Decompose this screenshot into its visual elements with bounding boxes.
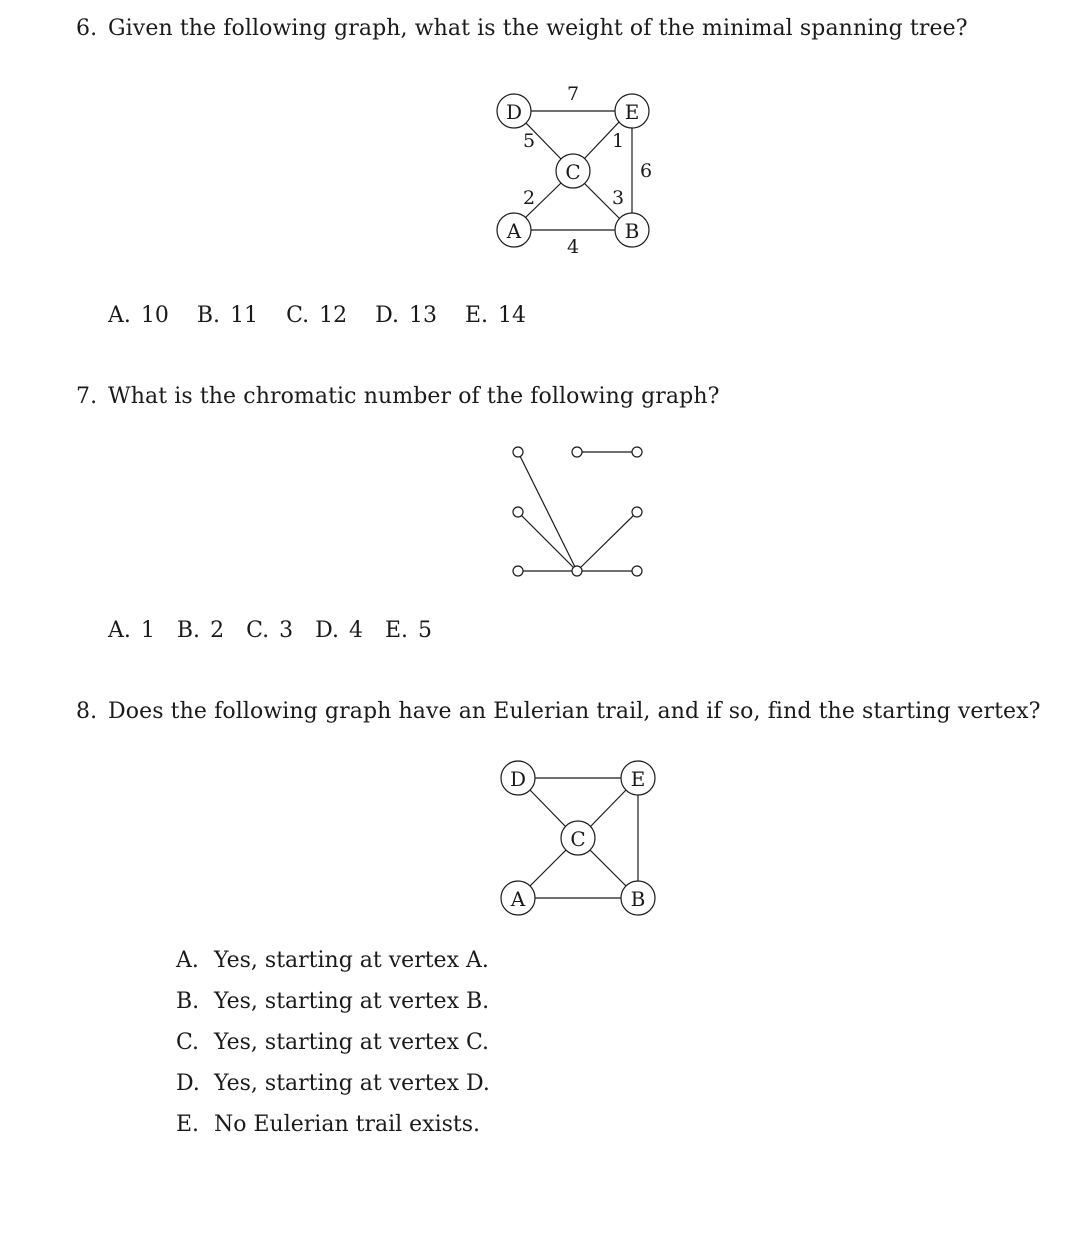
choice-text: 4	[348, 618, 363, 643]
question-6-prompt	[76, 16, 968, 41]
q6-vertex-d-label: D	[505, 100, 523, 124]
question-8-prompt	[76, 699, 1041, 724]
choice-label: B.	[176, 989, 200, 1014]
q6-vertex-c-label: C	[565, 160, 581, 184]
q6-choice-d[interactable]	[375, 303, 437, 328]
choice-label: D.	[315, 618, 339, 643]
question-7-prompt	[76, 384, 720, 409]
choice-label: C.	[246, 618, 270, 643]
question-8-text: Does the following graph have an Eulerian trail, and if so, find the starting vertex?	[108, 699, 1041, 724]
question-7-choices	[108, 618, 454, 643]
q7-choice-a[interactable]	[108, 618, 155, 643]
choice-label: C.	[176, 1030, 200, 1055]
q7-vertex	[632, 507, 642, 517]
q8-vertex-c-label: C	[570, 827, 586, 851]
choice-text: 12	[319, 303, 348, 328]
choice-label: A.	[108, 303, 131, 328]
choice-text: 5	[418, 618, 433, 643]
q7-choice-b[interactable]	[177, 618, 224, 643]
question-7-graph	[500, 435, 660, 589]
choice-text: 2	[210, 618, 225, 643]
q8-edge-d-c	[529, 789, 566, 827]
q8-vertex-e-label: E	[630, 767, 646, 791]
q8-choice-d[interactable]	[176, 1063, 490, 1104]
choice-label: D.	[176, 1071, 200, 1096]
q8-vertex-b-label: B	[630, 887, 646, 911]
q7-choice-c[interactable]	[246, 618, 293, 643]
q8-choice-a[interactable]	[176, 940, 490, 981]
choice-label: E.	[384, 618, 409, 643]
question-6-number: 6.	[76, 16, 98, 41]
choice-text: Yes, starting at vertex B.	[214, 989, 490, 1014]
choice-text: 11	[230, 303, 259, 328]
question-8-choices	[176, 940, 490, 1145]
choice-text: Yes, starting at vertex C.	[214, 1030, 490, 1055]
choice-text: 1	[140, 618, 155, 643]
question-6-choices	[108, 303, 554, 328]
choice-text: No Eulerian trail exists.	[214, 1112, 481, 1137]
q6-weight-e-c: 1	[611, 130, 625, 152]
q6-weight-d-e: 7	[566, 83, 580, 105]
q7-choice-d[interactable]	[315, 618, 363, 643]
q7-vertex	[632, 447, 642, 457]
q6-weight-e-b: 6	[639, 160, 653, 182]
choice-label: A.	[176, 948, 199, 973]
q8-choice-c[interactable]	[176, 1022, 490, 1063]
question-8-graph	[485, 743, 675, 937]
q7-vertex-hub	[572, 566, 582, 576]
choice-text: 3	[279, 618, 294, 643]
choice-label: E.	[176, 1112, 200, 1137]
q6-choice-e[interactable]	[465, 303, 526, 328]
q7-edge-mid-right-to-hub	[577, 512, 637, 571]
q8-vertex-a-label: A	[510, 887, 526, 911]
q8-choice-b[interactable]	[176, 981, 490, 1022]
question-7-text: What is the chromatic number of the following graph?	[108, 384, 720, 409]
q6-weight-a-c: 2	[522, 187, 536, 209]
q7-vertex	[572, 447, 582, 457]
q8-choice-e[interactable]	[176, 1104, 490, 1145]
choice-text: Yes, starting at vertex D.	[214, 1071, 490, 1096]
q6-weight-c-b: 3	[611, 187, 625, 209]
q7-vertex	[513, 447, 523, 457]
choice-label: E.	[464, 303, 489, 328]
question-6-graph	[480, 75, 670, 269]
choice-label: B.	[196, 303, 221, 328]
choice-label: D.	[375, 303, 399, 328]
q6-choice-a[interactable]	[108, 303, 169, 328]
q8-edge-c-b	[590, 850, 627, 887]
choice-label: B.	[176, 618, 201, 643]
q6-choice-b[interactable]	[197, 303, 258, 328]
q7-edge-mid-left-to-hub	[518, 512, 577, 571]
choice-text: 14	[498, 303, 527, 328]
q7-vertex	[632, 566, 642, 576]
q7-vertex	[513, 507, 523, 517]
q8-edge-e-c	[590, 789, 627, 827]
q7-edge-top-left-to-hub	[518, 452, 577, 571]
q6-vertex-a-label: A	[506, 219, 522, 243]
question-6-text: Given the following graph, what is the weight of the minimal spanning tree?	[108, 16, 968, 41]
q6-vertex-b-label: B	[624, 219, 640, 243]
choice-text: Yes, starting at vertex A.	[214, 948, 489, 973]
q8-edge-a-c	[529, 850, 566, 887]
q6-vertex-e-label: E	[624, 100, 640, 124]
q6-choice-c[interactable]	[286, 303, 347, 328]
q8-vertex-d-label: D	[509, 767, 527, 791]
choice-text: 10	[140, 303, 169, 328]
q6-weight-d-c: 5	[522, 130, 536, 152]
question-8-number: 8.	[76, 699, 98, 724]
q6-weight-a-b: 4	[566, 236, 580, 258]
choice-label: A.	[108, 618, 131, 643]
question-7-number: 7.	[76, 384, 98, 409]
choice-label: C.	[286, 303, 310, 328]
q7-choice-e[interactable]	[385, 618, 432, 643]
q7-vertex	[513, 566, 523, 576]
choice-text: 13	[408, 303, 437, 328]
